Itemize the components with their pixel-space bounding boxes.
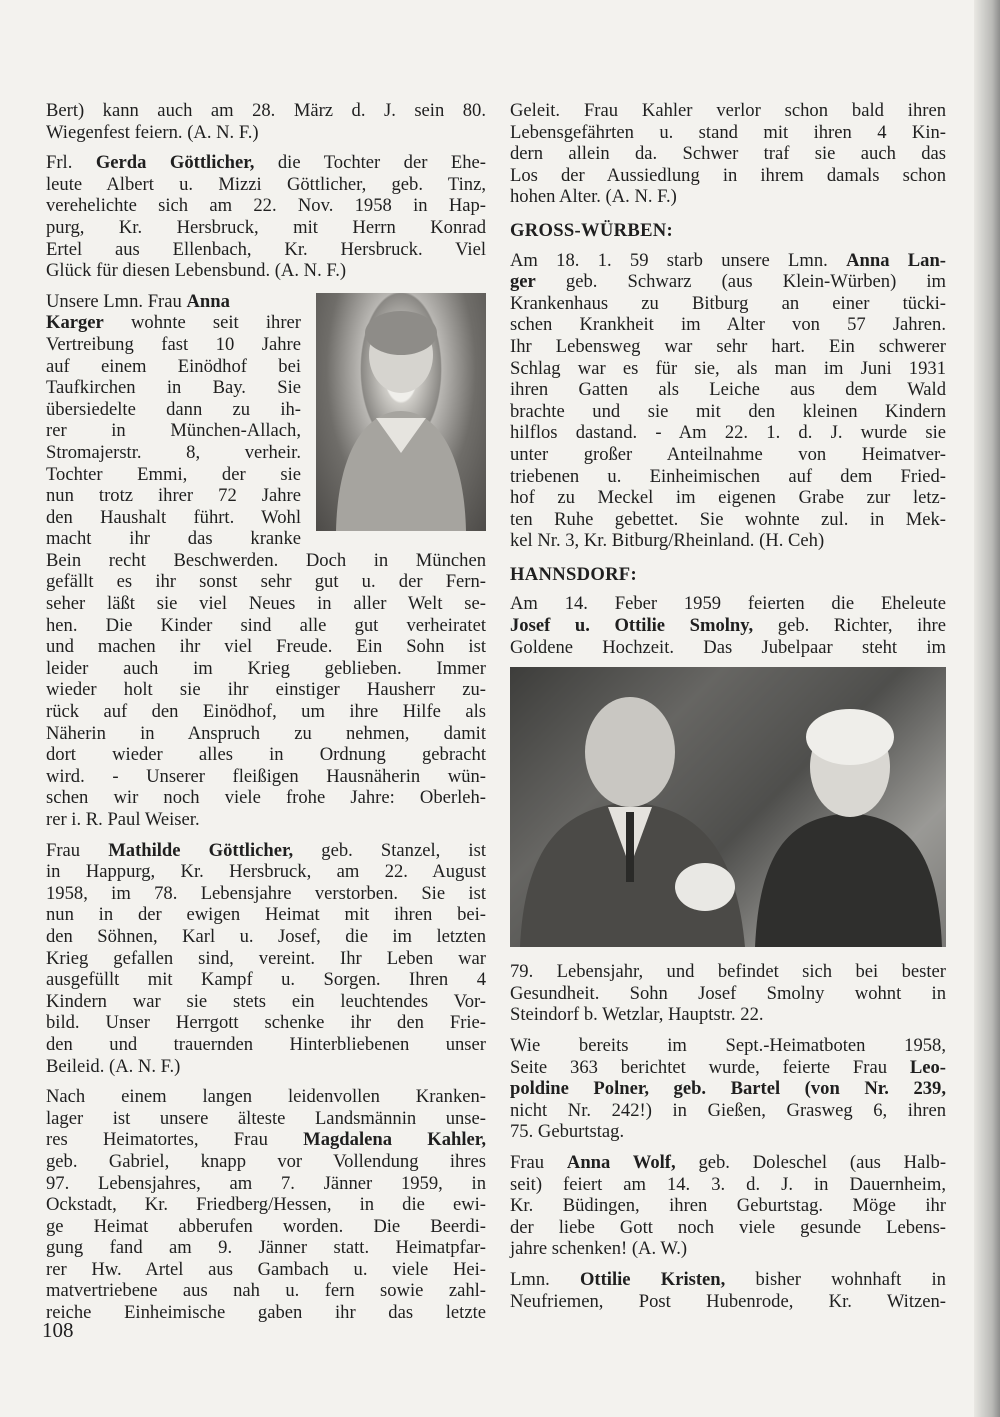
text-line: Wie bereits im Sept.-Heimatboten 1958, [510, 1035, 946, 1057]
person-name: Ottilie Kristen, [579, 1268, 726, 1290]
text-line: wieder holt sie ihr einstiger Hausherr zu- [46, 679, 486, 701]
text-line: jahre schenken! (A. W.) [510, 1238, 688, 1260]
article-anna-wolf [510, 1152, 946, 1260]
text-line: Gesundheit. Sohn Josef Smolny wohnt in [510, 982, 946, 1004]
text-line: Schlag war es für sie, als man im Juni 1931 [510, 357, 946, 379]
text-line: Ihr Lebensweg war sehr hart. Ein schwerer [510, 335, 946, 357]
article-bert-birthday [46, 100, 486, 143]
text-line: unter großer Anteilnahme von Heimatver- [510, 443, 946, 465]
person-name: Leo- [909, 1056, 946, 1078]
portrait-figure [316, 293, 486, 531]
text-line: Josef u. Ottilie Smolny, geb. Richter, ihre [510, 615, 946, 637]
text-line: rer in München-Allach, [46, 420, 301, 442]
article-anna-langer [510, 250, 946, 552]
right-column [510, 100, 946, 1321]
text-line: kel Nr. 3, Kr. Bitburg/Rheinland. (H. Ceh) [510, 530, 825, 552]
text-line: gung fand am 9. Jänner statt. Heimatpfar- [46, 1237, 486, 1259]
left-column [46, 100, 486, 1333]
text-line: der liebe Gott noch viele gesunde Lebens- [510, 1216, 946, 1238]
text-line: Stromajerstr. 8, verheir. [46, 441, 301, 463]
person-name: Mathilde Göttlicher, [108, 839, 294, 861]
text-line: 79. Lebensjahr, und befindet sich bei bester [510, 961, 946, 983]
text-line: rer i. R. Paul Weiser. [46, 809, 200, 830]
couple-figures [510, 667, 946, 947]
text-line: hohen Alter. (A. N. F.) [510, 186, 677, 208]
text-line: rück auf den Einödhof, um ihre Hilfe als [46, 701, 486, 723]
article-leopoldine-polner [510, 1035, 946, 1143]
text-line: Nach einem langen leidenvollen Kranken- [46, 1086, 486, 1108]
text-line: Kr. Büdingen, ihren Geburtstag. Möge ihr [510, 1195, 946, 1217]
text-line: nun in der ewigen Heimat mit ihren bei- [46, 904, 486, 926]
person-name: Karger [46, 312, 104, 334]
text-line: Kindern war sie stets ein leuchtendes Vor- [46, 990, 486, 1012]
section-heading-gross-wuerben: GROSS-WÜRBEN: [510, 219, 673, 241]
text-line: seher läßt sie viel Neues in aller Welt se- [46, 593, 486, 615]
text-line: Ertel aus Ellenbach, Kr. Hersbruck. Viel [46, 238, 486, 260]
text-line: dort wieder alles in Ordnung gebracht [46, 744, 486, 766]
text-line: Los der Aussiedlung in ihrem damals schon [510, 164, 946, 186]
text-line: nicht Nr. 242!) in Gießen, Grasweg 6, ihren [510, 1099, 946, 1121]
text-line: Taufkirchen in Bay. Sie [46, 377, 301, 399]
text-line: Steindorf b. Wetzlar, Hauptstr. 22. [510, 1004, 764, 1026]
text-line: schen Krankheit im Alter von 57 Jahren. [510, 314, 946, 336]
text-line: Goldene Hochzeit. Das Jubelpaar steht im [510, 636, 946, 658]
text-line: res Heimatortes, Frau Magdalena Kahler, [46, 1129, 486, 1151]
text-line: 75. Geburtstag. [510, 1121, 625, 1143]
text-line: übersiedelte dann zu ih- [46, 398, 301, 420]
text-line: gefällt es ihr sonst sehr gut u. der Fern- [46, 571, 486, 593]
article-ottilie-kristen [510, 1269, 946, 1312]
text-line: Unsere Lmn. Frau Anna [46, 290, 230, 312]
page-number: 108 [42, 1318, 74, 1342]
article-smolny-golden-wedding [510, 593, 946, 658]
text-line: Krankenhaus zu Bitburg an einer tücki- [510, 292, 946, 314]
person-name: ger [510, 271, 536, 293]
text-line: geb. Gabriel, knapp vor Vollendung ihres [46, 1150, 486, 1172]
text-line: hen. Die Kinder sind alle gut verheiratet [46, 614, 486, 636]
text-line: Geleit. Frau Kahler verlor schon bald ihren [510, 100, 946, 121]
text-line: Bein recht Beschwerden. Doch in München [46, 549, 486, 571]
text-line: Lebensgefährten u. stand mit ihren 4 Kin- [510, 121, 946, 143]
text-line: Näherin in Anspruch zu nehmen, damit [46, 722, 486, 744]
text-line: 1958, im 78. Lebensjahre verstorben. Sie ist [46, 882, 486, 904]
person-name: Anna [186, 290, 230, 312]
text-line: Ockstadt, Kr. Friedberg/Hessen, in die ewi- [46, 1194, 486, 1216]
binding-gutter [974, 0, 1000, 1417]
person-name: Anna Wolf, [566, 1152, 676, 1173]
text-line: Am 18. 1. 59 starb unsere Lmn. Anna Lan- [510, 249, 946, 271]
text-line: bild. Unser Herrgott schenke ihr den Frie- [46, 1012, 486, 1034]
text-line: leider auch im Krieg geblieben. Immer [46, 657, 486, 679]
text-line: reiche Einheimische gaben ihr das letzte [46, 1302, 486, 1324]
text-line: leute Albert u. Mizzi Göttlicher, geb. Tinz, [46, 173, 486, 195]
person-name: Anna Lan- [846, 249, 946, 271]
text-line: Am 14. Feber 1959 feierten die Eheleute [510, 593, 946, 615]
text-line: Neufriemen, Post Hubenrode, Kr. Witzen- [510, 1290, 946, 1312]
text-line: Krieg gefallen sind, vereint. Ihr Leben war [46, 947, 486, 969]
section-heading-hannsdorf: HANNSDORF: [510, 563, 637, 585]
text-line: Lmn. Ottilie Kristen, bisher wohnhaft in [510, 1268, 946, 1290]
person-name: poldine Polner, geb. Bartel (von Nr. 239, [510, 1078, 946, 1100]
person-name: Josef u. Ottilie Smolny, [510, 615, 754, 637]
text-line: nun trotz ihrer 72 Jahre [46, 485, 301, 507]
text-line: in Happurg, Kr. Hersbruck, am 22. August [46, 861, 486, 883]
text-line: den und trauernden Hinterbliebenen unser [46, 1033, 486, 1055]
article-mathilde-goettlicher [46, 840, 486, 1078]
person-name: Magdalena Kahler, [303, 1129, 486, 1151]
text-line: triebenen u. Einheimischen auf dem Fried- [510, 465, 946, 487]
text-line: Karger wohnte seit ihrer [46, 312, 301, 334]
portrait-photo-anna-karger [316, 293, 486, 531]
article-anna-karger [46, 291, 486, 831]
text-line: Frl. Gerda Göttlicher, die Tochter der Ehe- [46, 152, 486, 174]
article-magdalena-kahler [46, 1086, 486, 1324]
text-line: den Haushalt führt. Wohl [46, 506, 301, 528]
article-smolny-continued [510, 961, 946, 1026]
text-line: Bert) kann auch am 28. März d. J. sein 80. [46, 100, 486, 121]
text-line: hilflos dastand. - Am 22. 1. d. J. wurde sie [510, 422, 946, 444]
text-line: dern allein da. Schwer traf sie auch das [510, 143, 946, 165]
text-line: wird. - Unserer fleißigen Hausnäherin wün- [46, 765, 486, 787]
text-line: macht ihr das kranke [46, 528, 301, 550]
text-line: ger geb. Schwarz (aus Klein-Würben) im [510, 271, 946, 293]
text-line: purg, Kr. Hersbruck, mit Herrn Konrad [46, 216, 486, 238]
text-line: ausgefüllt mit Kampf u. Sorgen. Ihren 4 [46, 969, 486, 991]
text-line: Glück für diesen Lebensbund. (A. N. F.) [46, 260, 347, 282]
text-line: Vertreibung fast 10 Jahre [46, 333, 301, 355]
text-line: Wiegenfest feiern. (A. N. F.) [46, 121, 259, 143]
text-line: lager ist unsere älteste Landsmännin unse- [46, 1107, 486, 1129]
text-line: hof zu Meckel im eigenen Grabe zur letz- [510, 487, 946, 509]
text-line: auf einem Einödhof bei [46, 355, 301, 377]
text-line [510, 1078, 946, 1100]
text-line: verehelichte sich am 22. Nov. 1958 in Hap- [46, 195, 486, 217]
text-line: schen wir noch viele frohe Jahre: Oberleh- [46, 787, 486, 809]
text-line: seit) feiert am 14. 3. d. J. in Dauernheim, [510, 1173, 946, 1195]
text-line: und machen ihr viel Freude. Ein Sohn ist [46, 636, 486, 658]
text-line: Frau Mathilde Göttlicher, geb. Stanzel, ist [46, 839, 486, 861]
person-name: Gerda Göttlicher, [95, 152, 255, 174]
text-line: 97. Lebensjahres, am 7. Jänner 1959, in [46, 1172, 486, 1194]
article-kahler-continued [510, 100, 946, 208]
text-line: ge Heimat abberufen worden. Die Beerdi- [46, 1215, 486, 1237]
article-gerda-goettlicher [46, 152, 486, 282]
text-line: ihren Gatten als Leiche aus dem Wald [510, 379, 946, 401]
text-line: Seite 363 berichtet wurde, feierte Frau Leo- [510, 1056, 946, 1078]
text-line: Tochter Emmi, der sie [46, 463, 301, 485]
text-line: ten Ruhe gebettet. Sie wohnte zul. in Mek- [510, 508, 946, 530]
photo-jubilee-couple [510, 667, 946, 947]
text-line: matvertriebene aus nah u. fern sowie zahl- [46, 1280, 486, 1302]
text-line: brachte und sie mit den kleinen Kindern [510, 400, 946, 422]
text-line: Beileid. (A. N. F.) [46, 1055, 181, 1077]
text-line: rer Hw. Artel aus Gambach u. viele Hei- [46, 1258, 486, 1280]
text-line: den Söhnen, Karl u. Josef, die im letzten [46, 925, 486, 947]
text-line: Frau Anna Wolf, geb. Doleschel (aus Halb- [510, 1152, 947, 1173]
